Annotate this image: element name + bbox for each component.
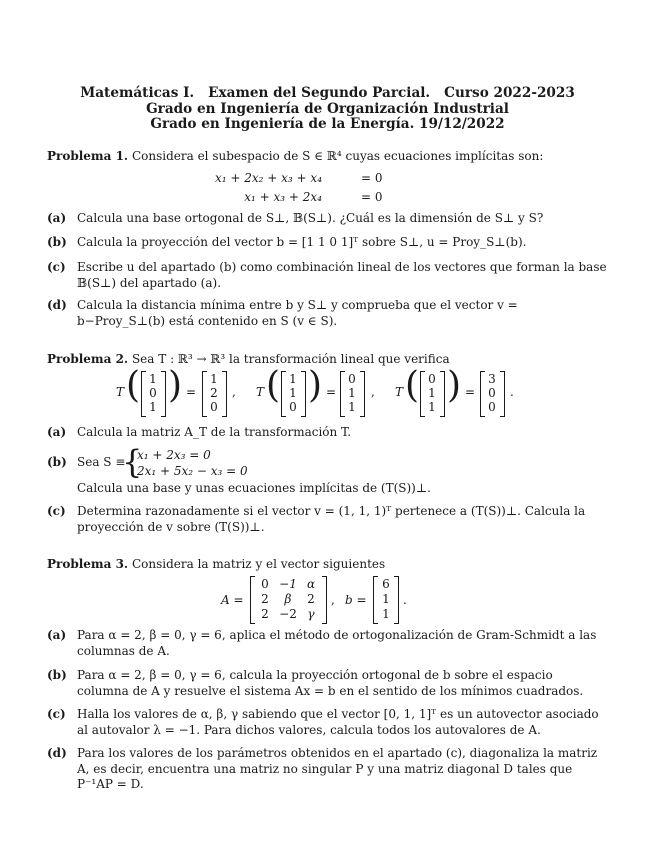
problem-3-part-c: (c) Halla los valores de α, β, γ sabiendo que el vector [0, 1, 1]ᵀ es un autovector asociado al autovalor λ = −1. Para dichos valores, calcula todos los autovalores de A.: [47, 707, 599, 737]
problem-1-part-b-text: Calcula la proyección del vector b = [1 1 0 1]ᵀ sobre S⊥, u = Proy_S⊥(b).: [77, 235, 527, 249]
problem-2-part-a: (a) Calcula la matriz A_T de la transformación T.: [47, 425, 352, 439]
academic-year: Curso 2022-2023: [444, 85, 575, 101]
vector-b-name: b =: [345, 593, 367, 607]
exam-header: [0, 86, 655, 133]
problem-2-part-c-text: Determina razonadamente si el vector v = (1, 1, 1)ᵀ pertenece a (T(S))⊥. Calcula la proyección de v sobre (T(S))⊥.: [77, 504, 586, 534]
course-name: Matemáticas I.: [80, 85, 195, 101]
problem-3-title: Problema 3.: [47, 557, 129, 571]
problem-1-eq1-rhs: = 0: [361, 171, 383, 185]
exam-page: Matemáticas I. Examen del Segundo Parcial. Curso 2022-2023 Grado en Ingeniería de Organización Industrial Grado en Ingeniería de la Energía. 19/12/2022 Problema 1. Considera el subespacio de S ∈ ℝ⁴ cuyas ecuaciones implícitas son: x₁ + 2x₂ + x₃ + x₄ = 0 x₁ + x₃ + 2x₄ = 0 (a) Calcula una base ortogonal de S⊥, 𝔹(S⊥). ¿Cuál es la dimensión de S⊥ y S? (b) Calcula la proyección del vector b = [1 1 0 1]ᵀ sobre S⊥, u = Proy_S⊥(b). (c) Escribe u del apartado (b) como combinación lineal de los vectores que forman la base 𝔹(S⊥) del apartado (a). (d) Calcula la distancia mínima entre b y S⊥ y comprueba que el vector v = b−Proy_S⊥(b) está contenido en S (v ∈ S). Problema 2. Sea T : ℝ³ → ℝ³ la transformación lineal que verifica T ( 1 0 1 ) = 1 2 0 , T ( 1 1 0 ) = 0 1 1 , T ( 0 1 1 ) = 3 0 0 . (a) Calcula la matriz A_T de la transformación T. (b) Sea S ≡ { x₁ + 2x₃ = 0 2x₁ + 5x₂ − x₃ = 0 Calcula una base y unas ecuaciones implícitas de (T(S))⊥. (c) Determina razonadamente si el vector v = (1, 1, 1)ᵀ pertenece a (T(S))⊥. Calcula la proyección de v sobre (T(S))⊥. Problema 3. Considera la matriz y el vector siguientes A = 0 −1 α 2 β 2 2 −2 γ , b = 6 1 1 . (a) Para α = 2, β = 0, γ = 6, aplica el método de ortogonalización de Gram-Schmidt a las columnas de A. (b) Para α = 2, β = 0, γ = 6, calcula la proyección ortogonal de b sobre el espacio columna de A y resuelve el sistema Ax = b en el sentido de los mínimos cuadrados. (c) Halla los valores de α, β, γ sabiendo que el vector [0, 1, 1]ᵀ es un autovector asociado al autovalor λ = −1. Para dichos valores, calcula todos los autovalores de A. (d) Para los valores de los parámetros obtenidos en el apartado (c), diagonaliza la matriz A, es decir, encuentra una matriz no singular P y una matriz diagonal D tales que P⁻¹AP = D.: [0, 0, 655, 848]
system-brace: {: [122, 443, 143, 481]
problem-3-part-b: (b) Para α = 2, β = 0, γ = 6, calcula la proyección ortogonal de b sobre el espacio columna de A y resuelve el sistema Ax = b en el sentido de los mínimos cuadrados.: [47, 668, 584, 698]
problem-1-title: Problema 1.: [47, 149, 129, 163]
problem-1-part-a-text: Calcula una base ortogonal de S⊥, 𝔹(S⊥). ¿Cuál es la dimensión de S⊥ y S?: [77, 211, 544, 225]
problem-3-part-d-text: Para los valores de los parámetros obtenidos en el apartado (c), diagonaliza la matriz A, es decir, encuentra una matriz no singular P y una matriz diagonal D tales que P⁻¹AP = D.: [77, 746, 598, 792]
problem-2-part-b: (b) Sea S ≡: [47, 455, 126, 469]
problem-3-part-b-text: Para α = 2, β = 0, γ = 6, calcula la proyección ortogonal de b sobre el espacio columna de A y resuelve el sistema Ax = b en el sentido de los mínimos cuadrados.: [77, 668, 584, 698]
problem-3-part-c-text: Halla los valores de α, β, γ sabiendo que el vector [0, 1, 1]ᵀ es un autovector asociado al autovalor λ = −1. Para dichos valores, calcula todos los autovalores de A.: [77, 707, 599, 737]
problem-1-eq1-lhs: x₁ + 2x₂ + x₃ + x₄: [215, 171, 322, 185]
paren-right: ): [168, 365, 183, 406]
problem-2-part-c: (c) Determina razonadamente si el vector v = (1, 1, 1)ᵀ pertenece a (T(S))⊥. Calcula la proyección de v sobre (T(S))⊥.: [47, 504, 586, 534]
problem-3-part-a: (a) Para α = 2, β = 0, γ = 6, aplica el método de ortogonalización de Gram-Schmidt a las columnas de A.: [47, 628, 597, 658]
matrix-A-name: A =: [221, 593, 244, 607]
t-symbol-1: T: [116, 385, 125, 399]
problem-1-part-a: (a) Calcula una base ortogonal de S⊥, 𝔹(S⊥). ¿Cuál es la dimensión de S⊥ y S?: [47, 211, 544, 225]
system-eq-2: 2x₁ + 5x₂ − x₃ = 0: [137, 464, 248, 478]
problem-1-part-b: (b) Calcula la proyección del vector b = [1 1 0 1]ᵀ sobre S⊥, u = Proy_S⊥(b).: [47, 235, 527, 249]
degree-line-2: Grado en Ingeniería de la Energía. 19/12/2022: [150, 116, 505, 132]
paren-left: (: [126, 365, 141, 406]
problem-3-intro-text: Considera la matriz y el vector siguientes: [131, 557, 386, 571]
degree-line-1: Grado en Ingeniería de Organización Industrial: [146, 100, 509, 117]
problem-2-title: Problema 2.: [47, 352, 129, 366]
system-eq-1: x₁ + 2x₃ = 0: [137, 448, 211, 462]
problem-3-part-d: (d) Para los valores de los parámetros obtenidos en el apartado (c), diagonaliza la matriz A, es decir, encuentra una matriz no singular P y una matriz diagonal D tales que P⁻¹AP = D.: [47, 746, 598, 792]
t-symbol-2: T: [256, 385, 265, 399]
problem-1-intro-text: Considera el subespacio de S ∈ ℝ⁴ cuyas ecuaciones implícitas son:: [131, 149, 544, 163]
exam-name: Examen del Segundo Parcial.: [208, 85, 431, 101]
problem-2-part-b-text2: Calcula una base y unas ecuaciones implícitas de (T(S))⊥.: [77, 481, 431, 495]
problem-1-intro: [47, 149, 607, 165]
t-symbol-3: T: [395, 385, 404, 399]
problem-1-eq2-rhs: = 0: [361, 190, 383, 204]
problem-2-intro-text: Sea T : ℝ³ → ℝ³ la transformación lineal que verifica: [131, 352, 450, 366]
problem-1-eq2-lhs: x₁ + x₃ + 2x₄: [244, 190, 322, 204]
problem-3-intro: [47, 557, 607, 573]
problem-2-part-b-text: Sea S ≡: [77, 455, 126, 469]
problem-1-part-c: (c) Escribe u del apartado (b) como combinación lineal de los vectores que forman la base 𝔹(S⊥) del apartado (a).: [47, 260, 607, 290]
problem-2-part-a-text: Calcula la matriz A_T de la transformación T.: [77, 425, 352, 439]
problem-1-part-d: (d) Calcula la distancia mínima entre b y S⊥ y comprueba que el vector v = b−Proy_S⊥(b) está contenido en S (v ∈ S).: [47, 298, 518, 328]
problem-1-part-d-text: Calcula la distancia mínima entre b y S⊥ y comprueba que el vector v = b−Proy_S⊥(b) está contenido en S (v ∈ S).: [77, 298, 518, 328]
problem-3-part-a-text: Para α = 2, β = 0, γ = 6, aplica el método de ortogonalización de Gram-Schmidt a las columnas de A.: [77, 628, 597, 658]
problem-1-part-c-text: Escribe u del apartado (b) como combinación lineal de los vectores que forman la base 𝔹(S⊥) del apartado (a).: [77, 260, 607, 290]
